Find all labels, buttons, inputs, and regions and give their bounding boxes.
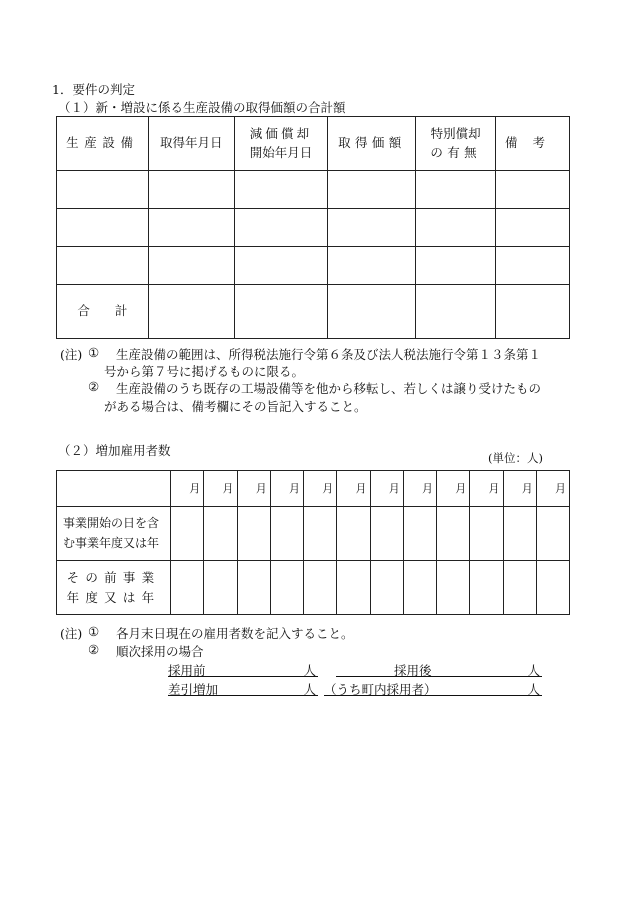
month-cell: 月 bbox=[370, 471, 403, 507]
hiring-local-line[interactable] bbox=[324, 680, 542, 696]
hiring-local-unit: 人 bbox=[527, 682, 540, 697]
month-cell: 月 bbox=[337, 471, 370, 507]
notes2-prefix: (注) bbox=[60, 626, 83, 641]
month-cell: 月 bbox=[204, 471, 237, 507]
header-special-depreciation: 特別償却 の有無 bbox=[416, 117, 496, 171]
notes1-text-1b: 号から第７号に掲げるものに限る。 bbox=[104, 364, 305, 379]
section1-title: （１）新・増設に係る生産設備の取得価額の合計額 bbox=[58, 100, 346, 115]
notes1-prefix: (注) bbox=[60, 347, 83, 362]
hiring-after-unit: 人 bbox=[527, 663, 540, 678]
table-row bbox=[57, 247, 570, 285]
employment-table bbox=[56, 470, 570, 615]
month-header-row bbox=[57, 471, 570, 507]
notes2-num-2: ② bbox=[88, 642, 100, 657]
hiring-local-label: （うち町内採用者） bbox=[324, 682, 437, 697]
hiring-after-line[interactable] bbox=[336, 661, 542, 677]
header-depreciation-start: 減価償却 開始年月日 bbox=[234, 117, 328, 171]
main-heading: 1．要件の判定 bbox=[52, 82, 135, 97]
total-row bbox=[57, 285, 570, 339]
current-year-row bbox=[57, 507, 570, 561]
equipment-table bbox=[56, 116, 570, 339]
header-acquisition-value: 取得価額 bbox=[328, 117, 416, 171]
month-cell: 月 bbox=[503, 471, 536, 507]
header-acquired-date: 取得年月日 bbox=[148, 117, 234, 171]
hiring-after-label: 採用後 bbox=[394, 663, 432, 678]
month-cell: 月 bbox=[403, 471, 436, 507]
hiring-diff-line[interactable] bbox=[168, 680, 318, 696]
hiring-before-unit: 人 bbox=[303, 663, 316, 678]
notes1-text-2: 生産設備のうち既存の工場設備等を他から移転し、若しくは譲り受けたもの bbox=[116, 381, 542, 396]
notes2-num-1: ① bbox=[88, 624, 100, 639]
previous-year-label: その前事業 年度又は年 bbox=[57, 561, 171, 615]
previous-year-row bbox=[57, 561, 570, 615]
hiring-diff-unit: 人 bbox=[303, 682, 316, 697]
notes2-text-2: 順次採用の場合 bbox=[116, 644, 204, 659]
table-row bbox=[57, 171, 570, 209]
hiring-diff-label: 差引増加 bbox=[168, 682, 219, 697]
notes1-text-1: 生産設備の範囲は、所得税法施行令第６条及び法人税法施行令第１３条第１ bbox=[116, 347, 542, 362]
month-cell: 月 bbox=[171, 471, 204, 507]
notes1-text-2b: がある場合は、備考欄にその旨記入すること。 bbox=[104, 399, 367, 414]
month-cell: 月 bbox=[536, 471, 569, 507]
month-cell: 月 bbox=[270, 471, 303, 507]
table-header-row bbox=[57, 117, 570, 171]
current-year-label: 事業開始の日を含 む事業年度又は年 bbox=[57, 507, 171, 561]
month-cell: 月 bbox=[437, 471, 470, 507]
month-cell: 月 bbox=[237, 471, 270, 507]
notes1-num-2: ② bbox=[88, 379, 100, 394]
table-row bbox=[57, 209, 570, 247]
notes1-num-1: ① bbox=[88, 345, 100, 360]
header-equipment: 生産設備 bbox=[57, 117, 149, 171]
notes2-text-1: 各月末日現在の雇用者数を記入すること。 bbox=[116, 626, 354, 641]
month-cell: 月 bbox=[470, 471, 503, 507]
section2-title: （２）増加雇用者数 bbox=[58, 443, 171, 458]
header-remarks: 備考 bbox=[496, 117, 570, 171]
total-label: 合 計 bbox=[57, 285, 149, 339]
month-cell: 月 bbox=[304, 471, 337, 507]
unit-label: (単位：人) bbox=[488, 451, 543, 465]
hiring-before-line[interactable] bbox=[168, 661, 318, 677]
hiring-before-label: 採用前 bbox=[168, 663, 206, 678]
